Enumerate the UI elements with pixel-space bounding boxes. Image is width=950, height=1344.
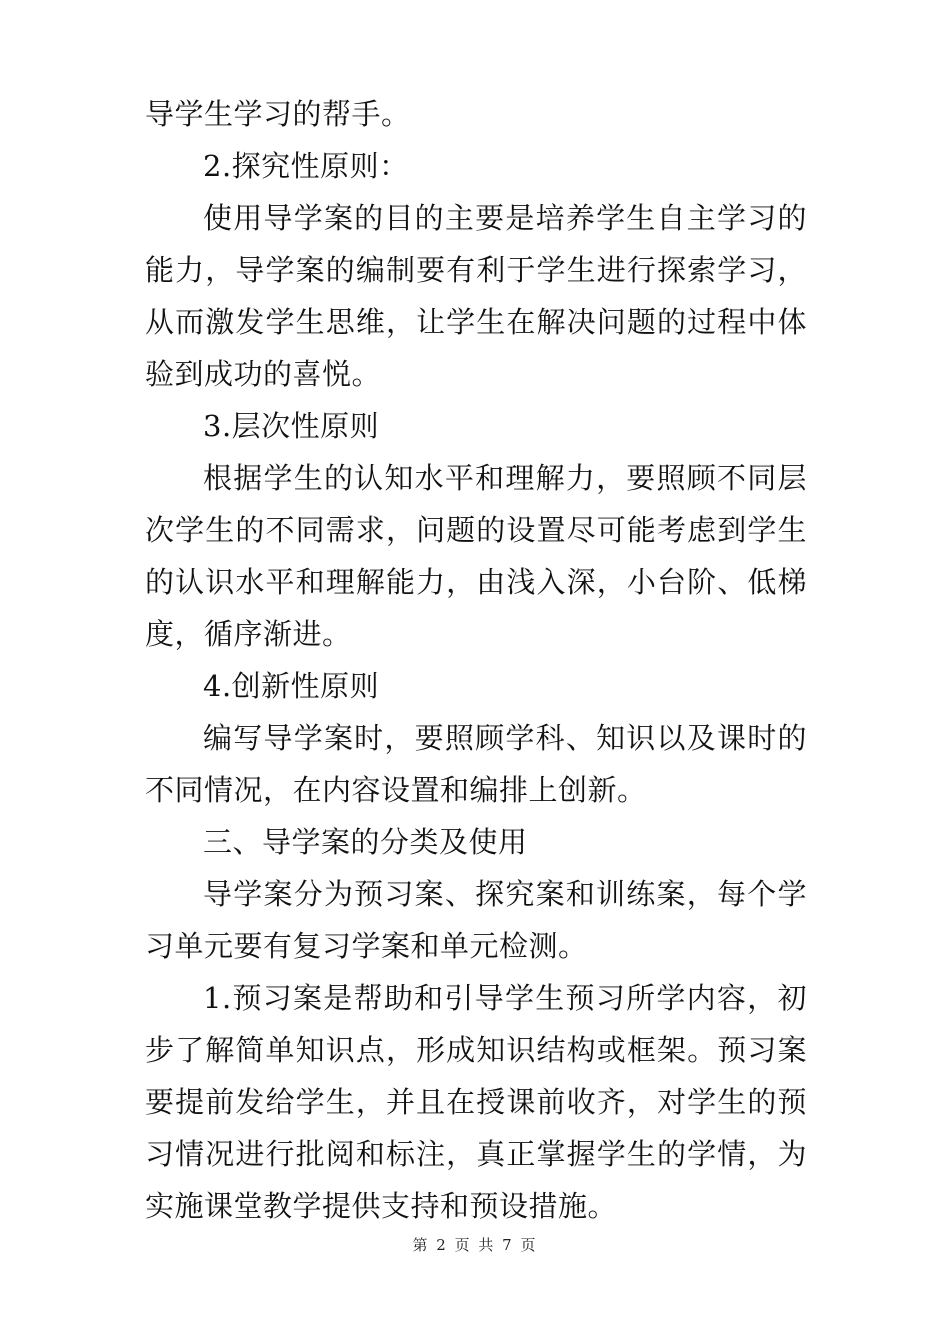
paragraph-innovation: 编写导学案时，要照顾学科、知识以及课时的不同情况，在内容设置和编排上创新。 bbox=[145, 721, 807, 807]
paragraph-classification: 导学案分为预习案、探究案和训练案，每个学习单元要有复习学案和单元检测。 bbox=[145, 877, 807, 963]
heading-hierarchy-principle: 3.层次性原则 bbox=[203, 409, 380, 443]
paragraph-hierarchy: 根据学生的认知水平和理解力，要照顾不同层次学生的不同需求，问题的设置尽可能考虑到学生的认识水平和理解能力，由浅入深，小台阶、低梯度，循序渐进。 bbox=[145, 461, 807, 651]
paragraph-exploratory: 使用导学案的目的主要是培养学生自主学习的能力，导学案的编制要有利于学生进行探索学习，从而激发学生思维，让学生在解决问题的过程中体验到成功的喜悦。 bbox=[145, 201, 807, 391]
paragraph-1: 导学生学习的帮手。 bbox=[145, 97, 411, 131]
section-heading-classification: 三、导学案的分类及使用 bbox=[203, 825, 528, 859]
heading-innovation-principle: 4.创新性原则 bbox=[203, 669, 380, 703]
document-body bbox=[145, 88, 807, 1232]
page-footer: 第 2 页 共 7 页 bbox=[412, 1236, 538, 1254]
heading-exploratory-principle: 2.探究性原则： bbox=[203, 149, 409, 183]
paragraph-preview-plan: 1.预习案是帮助和引导学生预习所学内容，初步了解简单知识点，形成知识结构或框架。预习案要提前发给学生，并且在授课前收齐，对学生的预习情况进行批阅和标注，真正掌握学生的学情，为实施课堂教学提供支持和预设措施。 bbox=[145, 981, 807, 1223]
